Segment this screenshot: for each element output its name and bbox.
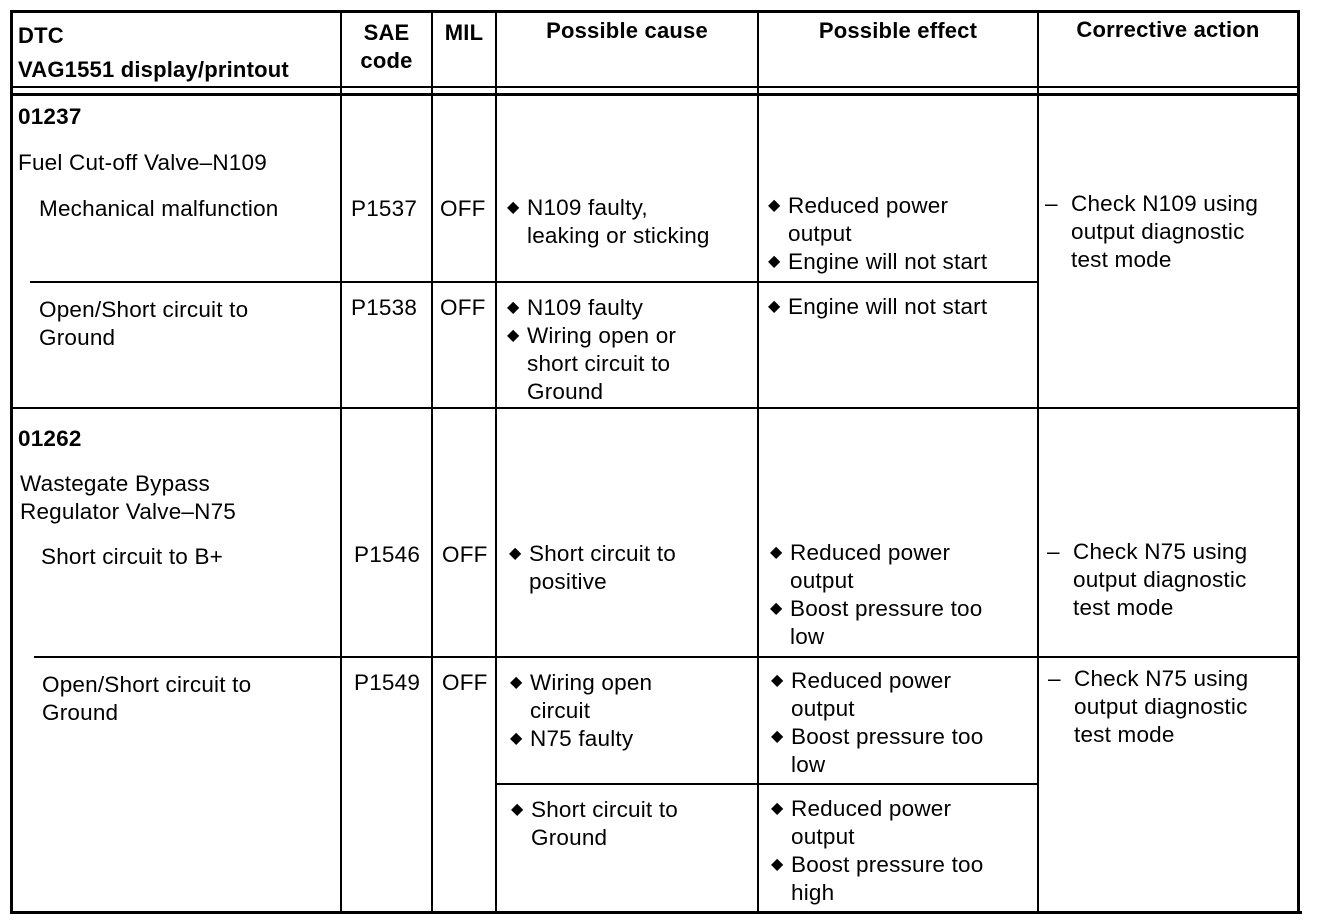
action-dash: –: [1045, 191, 1058, 216]
col-sep-effect: [1037, 10, 1039, 914]
header-cause: Possible cause: [546, 18, 708, 43]
header-dtc: DTC: [18, 23, 64, 48]
header-rule: [10, 86, 1300, 88]
bullet-icon: ◆: [771, 728, 784, 745]
header-sae-sub: code: [360, 48, 413, 73]
bullet-icon: ◆: [507, 327, 520, 344]
bullet-icon: ◆: [768, 197, 781, 214]
dtc-code: 01262: [18, 426, 82, 451]
table-border-top: [10, 10, 1300, 13]
corrective-action: Check N109 using output diagnostic test mode: [1071, 191, 1259, 272]
header-dtc-sub: VAG1551 display/printout: [18, 57, 289, 82]
bullet-icon: ◆: [768, 298, 781, 315]
header-mil: MIL: [444, 20, 484, 45]
corrective-action: Check N75 using output diagnostic test mode: [1073, 539, 1248, 620]
bullet-icon: ◆: [510, 674, 523, 691]
mil-status: OFF: [442, 542, 488, 567]
dtc-code: 01237: [18, 104, 82, 129]
corrective-action: Check N75 using output diagnostic test mode: [1074, 666, 1249, 747]
dtc-table: DTC VAG1551 display/printout SAE code MIL Possible cause Possible effect Corrective action 01237 Fuel Cut-off Valve–N109 Mechanical malfunction P1537 OFF ◆ N109 faulty, leaking or sticking ◆ Reduced power output ◆ Engine will not start – Check N109 using output diagnostic test mode Open/Short circuit to Ground P1538 OFF ◆ N109 faulty ◆ Wiring open or short circuit to Ground ◆ Engine will not start 01262 Wastegate Bypass Regulator Valve–N75 Short circuit to B+ P1546 OFF ◆ Short circuit to positive ◆ Reduced power output ◆ Boost pressure too low – Check N75 using output diagnostic test mode Open/Short circuit to Ground P1549 OFF ◆ Wiring open circuit ◆ N75 faulty ◆ Reduced power output ◆ Boost pressure too low – Check N75 using output diagnostic test mode ◆ Short circuit to Ground ◆ Reduced power output ◆ Boost pressure too high: [0, 0, 1328, 922]
col-sep-sae: [431, 10, 433, 914]
mil-status: OFF: [440, 295, 486, 320]
bullet-icon: ◆: [771, 672, 784, 689]
header-effect: Possible effect: [818, 18, 978, 43]
component-name: Fuel Cut-off Valve–N109: [18, 150, 267, 175]
bullet-icon: ◆: [771, 856, 784, 873]
mil-status: OFF: [442, 670, 488, 695]
bullet-icon: ◆: [507, 199, 520, 216]
fault-description: Open/Short circuit to Ground: [39, 297, 249, 350]
component-name: Wastegate Bypass Regulator Valve–N75: [20, 471, 237, 524]
header-action: Corrective action: [1076, 17, 1260, 42]
bullet-icon: ◆: [770, 544, 783, 561]
col-sep-cause: [757, 10, 759, 914]
row-sep-2: [34, 656, 1300, 658]
col-sep-mil: [495, 10, 497, 914]
sae-code: P1546: [354, 542, 421, 567]
sae-code: P1537: [351, 196, 418, 221]
table-border-right: [1297, 10, 1300, 914]
group-separator: [10, 407, 1300, 409]
bullet-icon: ◆: [509, 545, 522, 562]
bullet-icon: ◆: [770, 600, 783, 617]
action-dash: –: [1047, 539, 1060, 564]
header-rule-double: [10, 93, 1300, 96]
mil-status: OFF: [440, 196, 486, 221]
fault-description: Short circuit to B+: [41, 544, 223, 569]
table-border-bottom: [10, 911, 1302, 914]
col-sep-dtc: [340, 10, 342, 914]
bullet-icon: ◆: [511, 801, 524, 818]
fault-description: Mechanical malfunction: [39, 196, 279, 221]
subrow-sep: [497, 783, 1038, 785]
bullet-icon: ◆: [768, 253, 781, 270]
fault-description: Open/Short circuit to Ground: [42, 672, 252, 725]
action-dash: –: [1048, 666, 1061, 691]
header-sae: SAE: [363, 20, 410, 45]
table-border-left: [10, 10, 13, 914]
row-sep-1: [30, 281, 1038, 283]
sae-code: P1538: [351, 295, 418, 320]
bullet-icon: ◆: [510, 730, 523, 747]
bullet-icon: ◆: [771, 800, 784, 817]
sae-code: P1549: [354, 670, 421, 695]
bullet-icon: ◆: [507, 299, 520, 316]
